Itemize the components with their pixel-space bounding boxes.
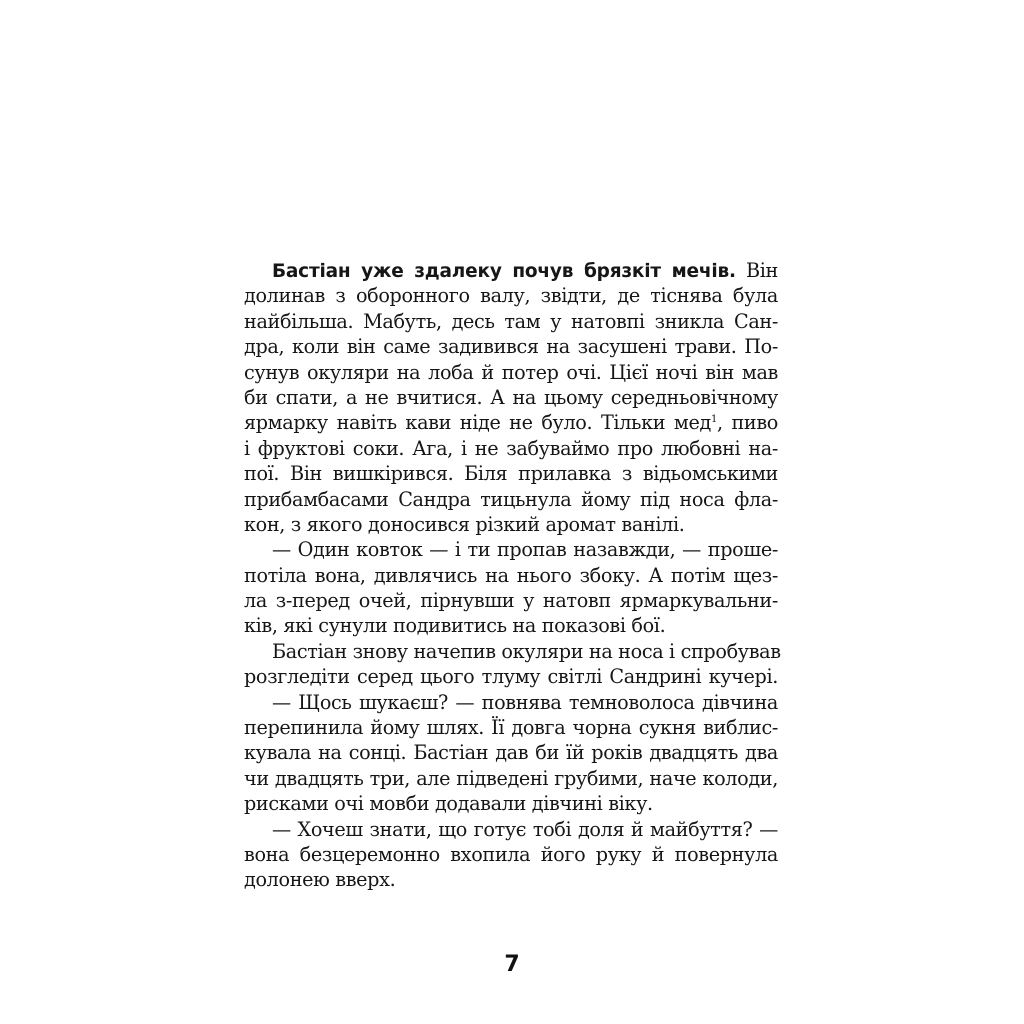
- text-line-25: долонею вверх.: [244, 868, 396, 892]
- text-line-15: ків, які сунули подивитись на показові бої.: [244, 614, 666, 638]
- text-line-20: кувала на сонці. Бастіан дав би їй років двадцять два: [244, 741, 778, 765]
- text-line-7: ярмарку навіть кави ніде не було. Тільки мед$^1$, пиво: [244, 411, 778, 435]
- text-line-2: долинав з оборонного валу, звідти, де тіснява була: [244, 284, 778, 308]
- text-line-14: ла з-перед очей, пірнувши у натовп ярмаркувальни-: [244, 589, 778, 613]
- text-line-1: Бастіан уже здалеку почув брязкіт мечів. Він: [272, 259, 778, 282]
- text-line-19: перепинила йому шлях. Її довга чорна сукня виблис-: [244, 716, 778, 740]
- text-line-13: потіла вона, дивлячись на нього збоку. А потім щез-: [244, 563, 778, 587]
- chapter-lead-in: Бастіан уже здалеку почув брязкіт мечів.: [272, 261, 736, 282]
- text-line-21: чи двадцять три, але підведені грубими, наче колоди,: [244, 766, 778, 790]
- text-line-4: дра, коли він саме задивився на засушені трави. По-: [244, 335, 778, 359]
- text-line-8: і фруктові соки. Ага, і не забуваймо про любовні на-: [244, 436, 778, 460]
- text-line-17: розгледіти серед цього тлуму світлі Сандрині кучері.: [244, 665, 778, 689]
- text-line-6: би спати, а не вчитися. А на цьому середньовічному: [244, 385, 778, 409]
- text-line-24: вона безцеремонно вхопила його руку й повернула: [244, 842, 778, 866]
- text-line-11: кон, з якого доносився різкий аромат ванілі.: [244, 512, 685, 536]
- footnote-marker[interactable]: 1: [710, 414, 717, 426]
- text-line-23: — Хочеш знати, що готує тобі доля й майбуття? —: [272, 817, 778, 841]
- text-line-10: прибамбасами Сандра тицьнула йому під носа фла-: [244, 487, 778, 511]
- text-line-3: найбільша. Мабуть, десь там у натовпі зникла Сан-: [244, 309, 778, 333]
- text-line-9: пої. Він вишкірився. Біля прилавка з відьомськими: [244, 462, 778, 486]
- body-text: [244, 258, 781, 893]
- text-line-12: — Один ковток — і ти пропав назавжди, — проше-: [272, 538, 778, 562]
- text-line-16: Бастіан знову начепив окуляри на носа і спробував: [272, 639, 781, 663]
- text-line-5: сунув окуляри на лоба й потер очі. Цієї ночі він мав: [244, 360, 778, 384]
- text-line-18: — Щось шукаєш? — повнява темноволоса дівчина: [272, 690, 778, 714]
- text-line-22: рисками очі мовби додавали дівчині віку.: [244, 792, 653, 816]
- page-number: 7: [504, 952, 520, 977]
